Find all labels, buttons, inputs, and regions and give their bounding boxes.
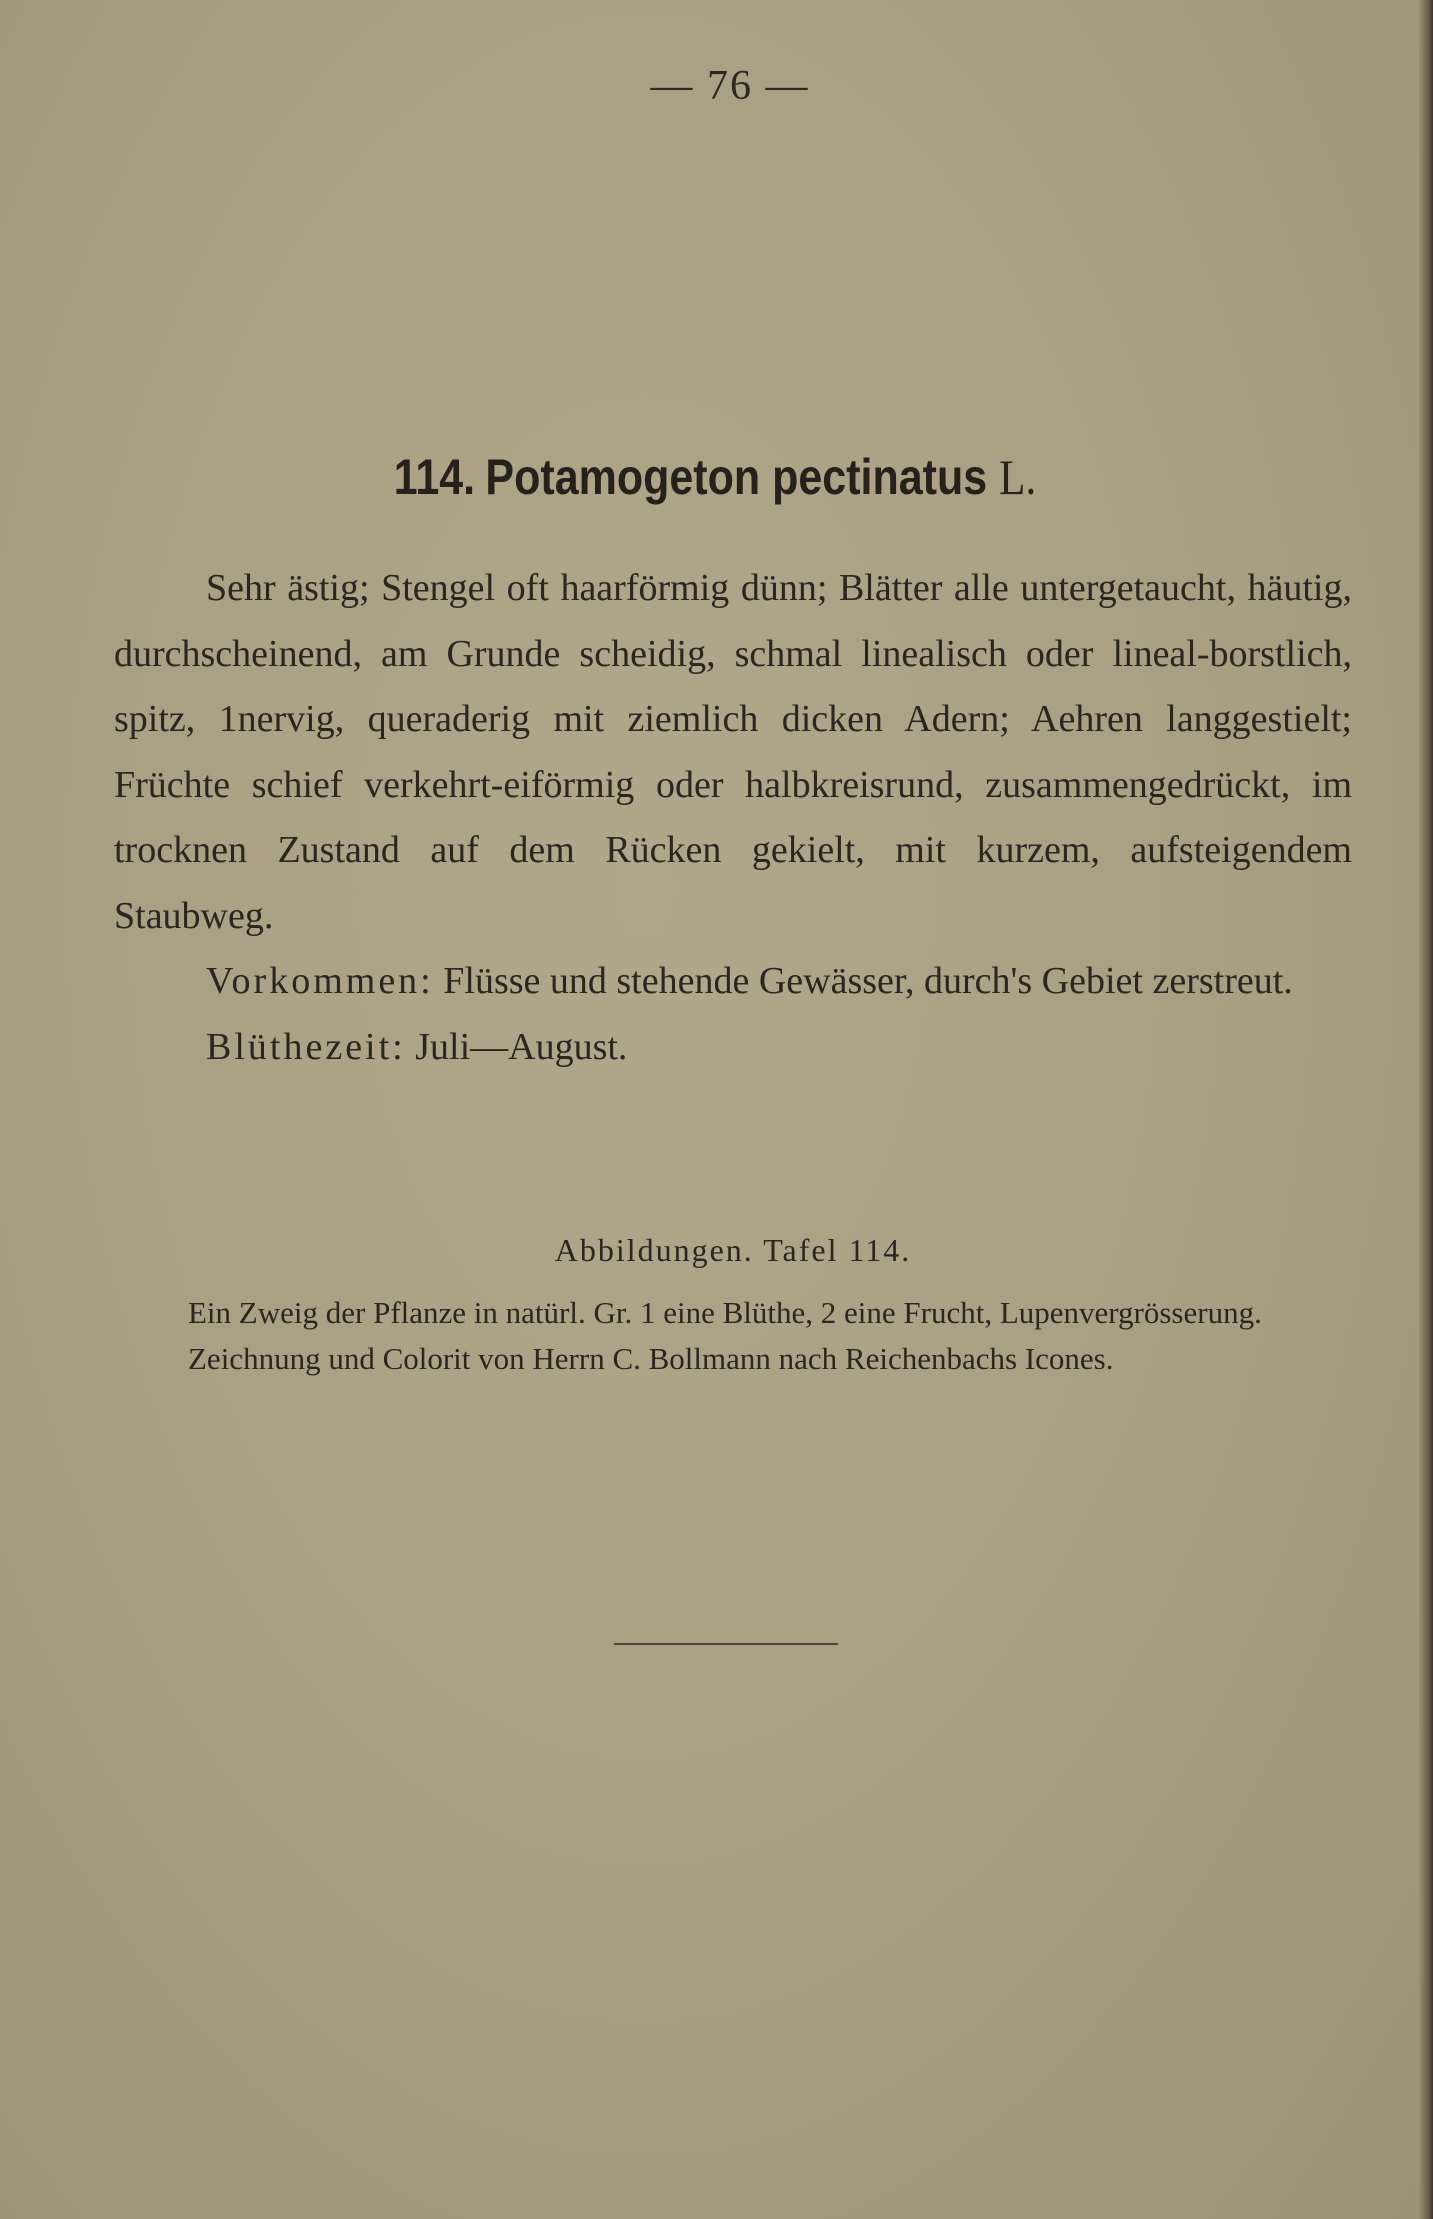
species-number: 114. <box>393 449 476 505</box>
flowering-paragraph <box>114 1015 1352 1081</box>
page-number: — 76 — <box>650 63 810 109</box>
flowering-label: Blüthezeit: <box>206 1025 406 1068</box>
flowering-text: Juli—August. <box>415 1025 628 1068</box>
figures-caption: Ein Zweig der Pflanze in natürl. Gr. 1 eine Blüthe, 2 eine Frucht, Lupenvergrösserung. <box>188 1295 1262 1330</box>
figures-text <box>114 1290 1352 1381</box>
figures-credit: Zeichnung und Colorit von Herrn C. Bollmann nach Reichenbachs Icones. <box>188 1340 1114 1376</box>
figures-heading: Abbildungen. Tafel 114. <box>554 1232 912 1268</box>
species-author: L. <box>999 449 1037 505</box>
page-edge <box>1419 0 1433 2219</box>
occurrence-text: Flüsse und stehende Gewässer, durch's Gebiet zerstreut. <box>443 960 1293 1002</box>
species-name: Potamogeton pectinatus <box>485 449 988 505</box>
closing-rule <box>614 1643 838 1645</box>
species-title <box>186 448 1244 506</box>
species-text <box>114 556 1352 1080</box>
occurrence-paragraph <box>114 949 1352 1015</box>
description-paragraph: Sehr ästig; Stengel oft haarförmig dünn; Blätter alle untergetaucht, häutig, durchscheinend, am Grunde scheidig, schmal linealisch oder lineal-borstlich, spitz, 1nervig, queraderig mit ziemlich dicken Adern; Aehren langgestielt; Früchte schief verkehrt-eiförmig oder halbkreisrund, zusammengedrückt, im trocknen Zustand auf dem Rücken gekielt, mit kurzem, aufsteigendem Staubweg. <box>114 567 1352 937</box>
occurrence-label: Vorkommen: <box>206 960 434 1002</box>
